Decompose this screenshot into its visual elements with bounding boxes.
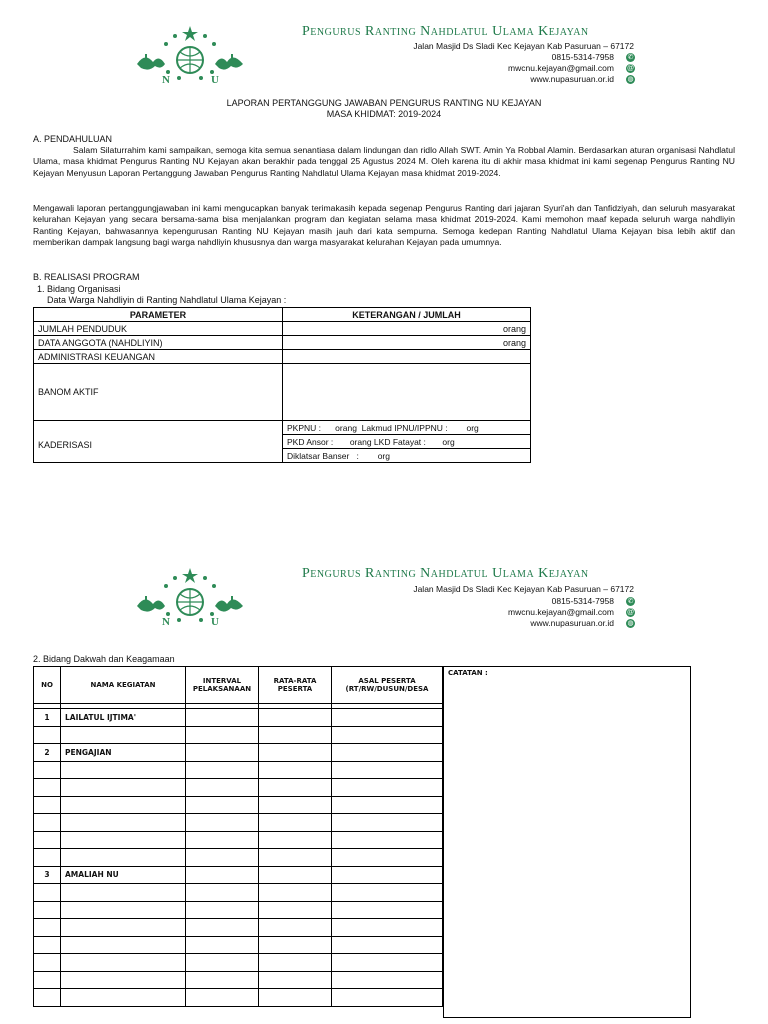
table-row — [34, 709, 443, 727]
whatsapp-icon-2: ✆ — [627, 598, 634, 605]
group2-no: 2 — [34, 744, 61, 762]
group3-no: 3 — [34, 866, 61, 884]
sub1-heading: 1. Bidang Organisasi — [37, 284, 121, 294]
section-b-heading: B. REALISASI PROGRAM — [33, 272, 140, 282]
table-row — [34, 814, 443, 832]
logo2-letter-n: N — [162, 616, 170, 628]
group2-name: PENGAJIAN — [61, 744, 186, 762]
table-row — [34, 849, 443, 867]
catatan-box — [443, 666, 691, 1018]
table-row — [34, 884, 443, 902]
jumlah-penduduk-unit: orang — [283, 322, 531, 336]
report-title: LAPORAN PERTANGGUNG JAWABAN PENGURUS RANTING NU KEJAYAN — [226, 98, 542, 108]
kader-line-3: Diklatsar Banser : org — [283, 449, 531, 463]
catatan-label: CATATAN : — [448, 669, 488, 677]
web-icon-2: ◍ — [627, 620, 634, 627]
whatsapp-icon: ✆ — [627, 54, 634, 61]
section-a-heading: A. PENDAHULUAN — [33, 134, 113, 144]
org-address-2: Jalan Masjid Ds Sladi Kec Kejayan Kab Pasuruan – 67172 — [413, 584, 634, 594]
table-row — [34, 726, 443, 744]
org-website-2: www.nupasuruan.or.id — [530, 618, 614, 628]
row-kaderisasi: KADERISASI — [34, 421, 283, 463]
kader-line-2: PKD Ansor : orang LKD Fatayat : org — [283, 435, 531, 449]
table2-header-nama: NAMA KEGIATAN — [61, 667, 186, 704]
row-admin-keuangan: ADMINISTRASI KEUANGAN — [34, 350, 283, 364]
table2-header-rata: RATA-RATA PESERTA — [259, 667, 332, 704]
group1-name: LAILATUL IJTIMA' — [61, 709, 186, 727]
table1-header-keterangan: KETERANGAN / JUMLAH — [283, 308, 531, 322]
table2-header-no: NO — [34, 667, 61, 704]
table-row — [34, 779, 443, 797]
table-row — [34, 744, 443, 762]
kader-line-1: PKPNU : orang Lakmud IPNU/IPPNU : org — [283, 421, 531, 435]
web-icon: ◍ — [627, 76, 634, 83]
table-row — [34, 936, 443, 954]
nu-logo-2 — [135, 566, 245, 632]
org-title-2: Pengurus Ranting Nahdlatul Ulama Kejayan — [302, 566, 589, 581]
banom-aktif-value — [283, 364, 531, 421]
org-title: Pengurus Ranting Nahdlatul Ulama Kejayan — [302, 24, 589, 39]
logo2-letter-u: U — [211, 616, 219, 628]
org-phone: 0815-5314-7958 — [551, 52, 614, 62]
organisasi-table — [33, 307, 531, 463]
org-email-2: mwcnu.kejayan@gmail.com — [508, 607, 614, 617]
group3-name: AMALIAH NU — [61, 866, 186, 884]
table-row — [34, 796, 443, 814]
group1-no: 1 — [34, 709, 61, 727]
dakwah-table — [33, 666, 443, 1007]
table2-header-asal: ASAL PESERTA (RT/RW/DUSUN/DESA — [332, 667, 443, 704]
table-row — [34, 989, 443, 1007]
admin-keuangan-value — [283, 350, 531, 364]
logo-letter-n: N — [162, 74, 170, 86]
section-a-para1-text: Salam Silaturrahim kami sampaikan, semoga kita semua senantiasa dalam lindungan dan ridlo Allah SWT. Amin Ya Robbal Alamin. Berdasarkan aturan organisasi Nahdlatul Ulama, masa khidmat Pengurus Ranting NU Kejayan akan berakhir pada tenggal 25 Agustus 2024 M. Oleh karena itu di akhir masa khidmat ini kami segenap Pengurus Ranting NU Kejayan Menyusun Laporan Pertanggung Jawaban Pengurus Ranting Nahdlatul Ulama Kejayan masa khidmat 2019-2024. — [33, 145, 735, 178]
data-anggota-unit: orang — [283, 336, 531, 350]
row-banom-aktif: BANOM AKTIF — [34, 364, 283, 421]
logo-letter-u: U — [211, 74, 219, 86]
table-row — [34, 866, 443, 884]
section-a-para1 — [33, 145, 735, 179]
table-row — [34, 954, 443, 972]
row-data-anggota: DATA ANGGOTA (NAHDLIYIN) — [34, 336, 283, 350]
table1-header-parameter: PARAMETER — [34, 308, 283, 322]
nu-logo — [135, 24, 245, 90]
table2-header-interval: INTERVAL PELAKSANAAN — [186, 667, 259, 704]
sub2-heading: 2. Bidang Dakwah dan Keagamaan — [33, 654, 175, 664]
table-row — [34, 761, 443, 779]
email-icon: @ — [626, 65, 635, 72]
table-row — [34, 901, 443, 919]
section-a-para2: Mengawali laporan pertanggungjawaban ini kami mengucapkan banyak terimakasih kepada segenap Pengurus Ranting dari jajaran Syuri'ah dan Tanfidziyah, dan seluruh masyarakat kelurahan Kejayan yang secara bersama-sama bisa menjalankan program dan kegiatan selama masa khidmat 2019-2024. Kami memohon maaf kepada seluruh warga nahdliyin Ranting Kejayan, bahwasannya kepengurusan Ranting NU Kejayan masih jauh dari kata sempurna. Semoga kedepan Ranting Nahdlatul Ulama Kejayan bisa lebih aktif dan memberikan dampak langsung bagi warga nahdliyin khususnya dan warga masyarakat kelurahan Kejayan pada umumnya. — [33, 203, 735, 247]
table-row — [34, 971, 443, 989]
sub1-caption: Data Warga Nahdliyin di Ranting Nahdlatul Ulama Kejayan : — [47, 295, 287, 305]
table-row — [34, 831, 443, 849]
org-phone-2: 0815-5314-7958 — [551, 596, 614, 606]
org-address: Jalan Masjid Ds Sladi Kec Kejayan Kab Pasuruan – 67172 — [413, 41, 634, 51]
row-jumlah-penduduk: JUMLAH PENDUDUK — [34, 322, 283, 336]
report-period: MASA KHIDMAT: 2019-2024 — [326, 109, 442, 119]
table-row — [34, 919, 443, 937]
org-email: mwcnu.kejayan@gmail.com — [508, 63, 614, 73]
org-website: www.nupasuruan.or.id — [530, 74, 614, 84]
email-icon-2: @ — [626, 609, 635, 616]
